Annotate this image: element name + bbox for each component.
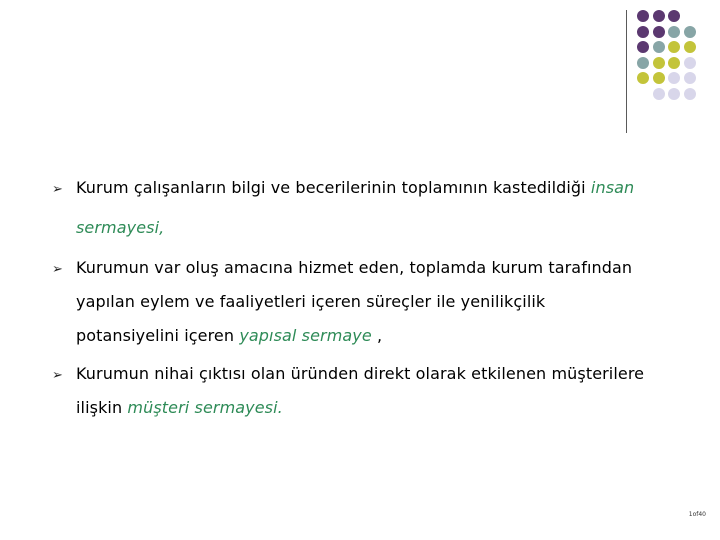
decorative-dot (668, 10, 680, 22)
bullet-2-line-1: Kurumun var oluş amacına hizmet eden, toplamda kurum tarafından (76, 258, 633, 277)
decorative-dot (684, 57, 696, 69)
decorative-dot (684, 72, 696, 84)
bullet-2-line-2: yapılan eylem ve faaliyetleri içeren süreçler ile yenilikçilik (76, 292, 546, 311)
decorative-dot (653, 26, 665, 38)
decorative-dot (637, 57, 649, 69)
decorative-dot (637, 26, 649, 38)
decorative-dot (668, 88, 680, 100)
page-number: 1of40 (688, 511, 706, 518)
bullet-2-text-end: potansiyelini içeren (76, 326, 240, 345)
decorative-dot (684, 41, 696, 53)
bullet-1-text: Kurum çalışanların bilgi ve becerilerinin toplamının kastedildiği (76, 178, 586, 197)
bullet-3-line-1: Kurumun nihai çıktısı olan üründen direkt olarak etkilenen müşterilere (76, 364, 645, 383)
bullet-3-term: müşteri sermayesi. (127, 398, 283, 417)
decorative-dot (637, 41, 649, 53)
decorative-dot (668, 72, 680, 84)
bullet-1-line-1 (76, 178, 634, 197)
bullet-1-line-2 (76, 218, 164, 237)
bullet-arrow-icon: ➢ (52, 368, 63, 383)
bullet-3-line-2 (76, 398, 283, 417)
decorative-vertical-line (626, 10, 627, 133)
decorative-dot (684, 88, 696, 100)
decorative-dot (653, 72, 665, 84)
decorative-dot (668, 41, 680, 53)
decorative-dot (668, 57, 680, 69)
decorative-dot (653, 41, 665, 53)
bullet-1-term-part1: insan (585, 178, 635, 197)
decorative-dot (653, 88, 665, 100)
bullet-2-term: yapısal sermaye (239, 326, 378, 345)
decorative-dot (653, 57, 665, 69)
bullet-arrow-icon: ➢ (52, 182, 63, 197)
bullet-1-term-part2: sermayesi, (76, 218, 165, 237)
decorative-dot (637, 72, 649, 84)
bullet-3-text: ilişkin (76, 398, 128, 417)
decorative-dot (668, 26, 680, 38)
decorative-dot (684, 26, 696, 38)
bullet-arrow-icon: ➢ (52, 262, 63, 277)
decorative-dot (637, 10, 649, 22)
bullet-2-punct: , (377, 326, 383, 345)
decorative-dot (653, 10, 665, 22)
decorative-dot-grid (637, 10, 720, 122)
bullet-2-line-3 (76, 326, 382, 345)
